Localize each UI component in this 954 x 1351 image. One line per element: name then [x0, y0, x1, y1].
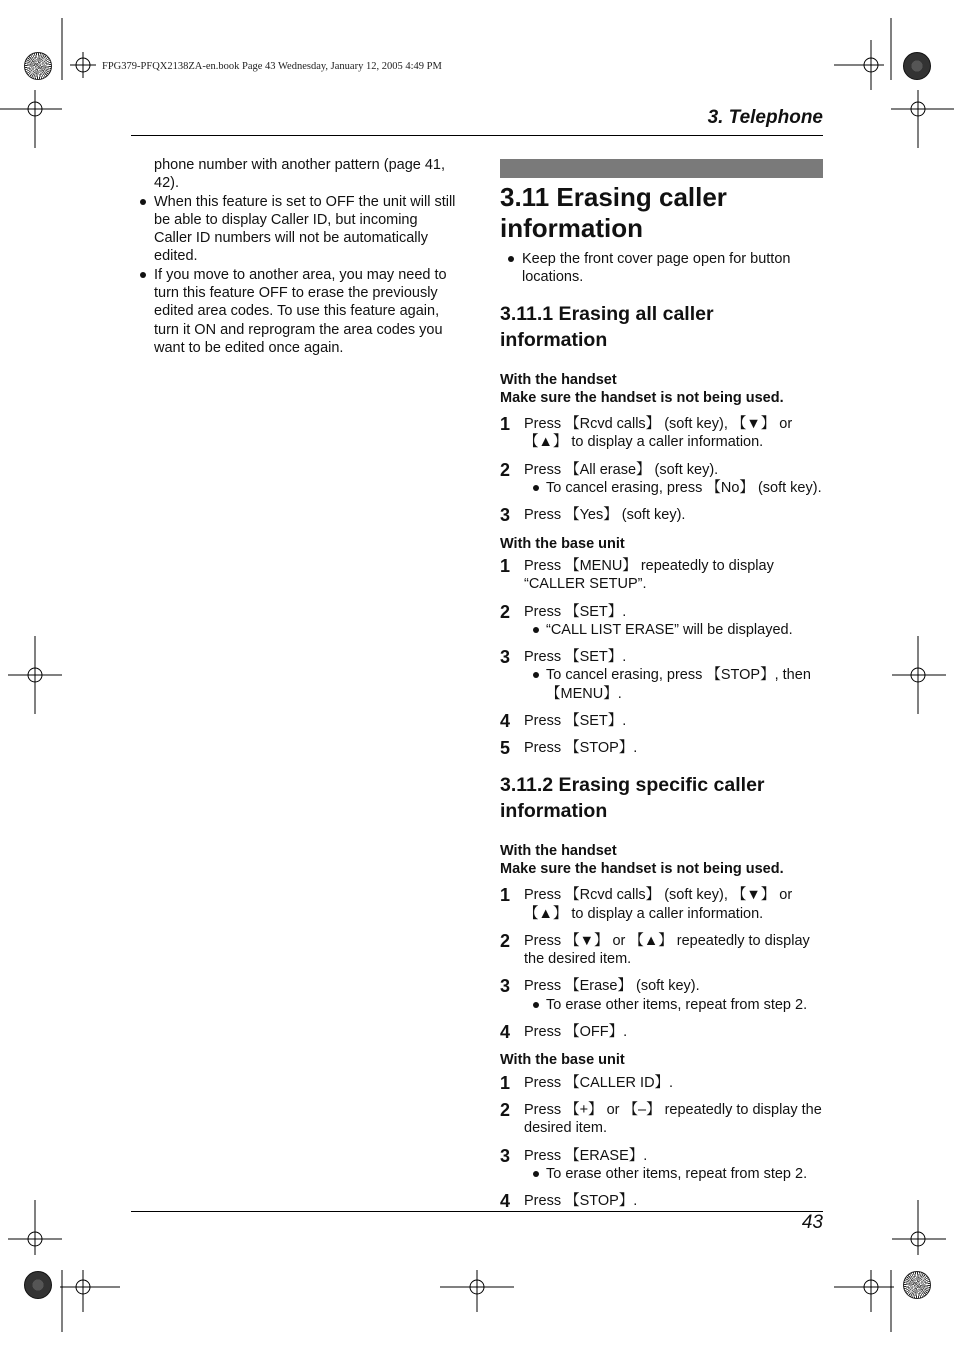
step-text: Press 【SET】.: [524, 713, 627, 730]
step-text: Press 【Rcvd calls】 (soft key), 【▼】 or 【▲】 to display a caller information.: [524, 887, 793, 922]
continuation-text: phone number with another pattern (page 41, 42).: [154, 157, 446, 192]
step-note: To cancel erasing, press 【No】 (soft key).: [524, 479, 823, 497]
step: [500, 1074, 823, 1092]
step: [500, 461, 823, 498]
step-number: 5: [500, 738, 511, 759]
step: [500, 1101, 823, 1138]
step-number: 3: [500, 1145, 511, 1166]
step-text: Press 【OFF】.: [524, 1024, 628, 1041]
step-text: Press 【CALLER ID】.: [524, 1074, 674, 1091]
step: [500, 1147, 823, 1184]
section-title: 3.11 Erasing caller information: [500, 182, 727, 243]
step: [500, 1192, 823, 1210]
handset-heading: With the handset: [500, 842, 617, 859]
grey-rosette-icon: [24, 1271, 52, 1299]
step-number: 3: [500, 976, 511, 997]
step-number: 3: [500, 647, 511, 668]
right-column: [500, 159, 823, 1210]
handset-note: Make sure the handset is not being used.: [500, 860, 784, 877]
color-rosette-icon: [903, 1271, 931, 1299]
step-note: “CALL LIST ERASE” will be displayed.: [524, 621, 823, 639]
step-number: 1: [500, 885, 511, 906]
left-column: [138, 156, 458, 357]
handset-heading: With the handset: [500, 371, 617, 388]
step: [500, 1023, 823, 1041]
section-bar: [500, 159, 823, 178]
step: [500, 932, 823, 969]
step-number: 1: [500, 1072, 511, 1093]
step-number: 3: [500, 505, 511, 526]
bullet-item: When this feature is set to OFF the unit will still be able to display Caller ID, but incoming Caller ID numbers will not be automatically edited.: [138, 193, 458, 266]
step: [500, 739, 823, 757]
step-text: Press 【+】 or 【–】 repeatedly to display the desired item.: [524, 1101, 822, 1137]
handset-note: Make sure the handset is not being used.: [500, 389, 784, 406]
chapter-header: 3. Telephone: [707, 107, 823, 128]
intro-bullet: Keep the front cover page open for button locations.: [506, 250, 823, 287]
step-text: Press 【SET】.: [524, 603, 627, 620]
step-text: Press 【STOP】.: [524, 740, 638, 757]
step: [500, 886, 823, 923]
step-text: Press 【All erase】 (soft key).: [524, 461, 719, 478]
step-text: Press 【Rcvd calls】 (soft key), 【▼】 or 【▲】 to display a caller information.: [524, 416, 793, 451]
base-heading: With the base unit: [500, 1052, 625, 1069]
step-number: 4: [500, 711, 511, 732]
step: [500, 712, 823, 730]
subsection-title-all: 3.11.1 Erasing all caller information: [500, 302, 714, 351]
header-rule: [131, 135, 823, 136]
step-number: 1: [500, 414, 511, 435]
step-number: 2: [500, 930, 511, 951]
step-number: 4: [500, 1191, 511, 1212]
base-heading: With the base unit: [500, 535, 625, 552]
step-number: 4: [500, 1022, 511, 1043]
step: [500, 415, 823, 452]
step-text: Press 【▼】 or 【▲】 repeatedly to display the desired item.: [524, 932, 810, 968]
step-text: Press 【ERASE】.: [524, 1147, 648, 1164]
print-meta: FPG379-PFQX2138ZA-en.book Page 43 Wednesday, January 12, 2005 4:49 PM: [102, 61, 442, 72]
step-note: To erase other items, repeat from step 2.: [524, 996, 823, 1014]
footer-rule: [131, 1211, 823, 1212]
step: [500, 557, 823, 594]
step: [500, 648, 823, 703]
step-text: Press 【STOP】.: [524, 1193, 638, 1210]
step: [500, 977, 823, 1014]
grey-rosette-icon: [903, 52, 931, 80]
step-note: To cancel erasing, press 【STOP】, then 【MENU】.: [524, 666, 823, 703]
step-text: Press 【SET】.: [524, 649, 627, 666]
step-note: To erase other items, repeat from step 2.: [524, 1165, 823, 1183]
step-number: 2: [500, 1099, 511, 1120]
page-number: 43: [801, 1212, 823, 1233]
step: [500, 506, 823, 524]
step-number: 1: [500, 555, 511, 576]
subsection-title-specific: 3.11.2 Erasing specific caller information: [500, 773, 765, 822]
color-rosette-icon: [24, 52, 52, 80]
step-text: Press 【Yes】 (soft key).: [524, 507, 686, 524]
step-text: Press 【Erase】 (soft key).: [524, 978, 700, 995]
bullet-item: If you move to another area, you may need to turn this feature OFF to erase the previously edited area codes. To use this feature again, turn it ON and reprogram the area codes you want to be edited once again.: [138, 266, 458, 357]
step-number: 2: [500, 459, 511, 480]
step-number: 2: [500, 601, 511, 622]
step-text: Press 【MENU】 repeatedly to display “CALLER SETUP”.: [524, 557, 774, 593]
step: [500, 603, 823, 640]
